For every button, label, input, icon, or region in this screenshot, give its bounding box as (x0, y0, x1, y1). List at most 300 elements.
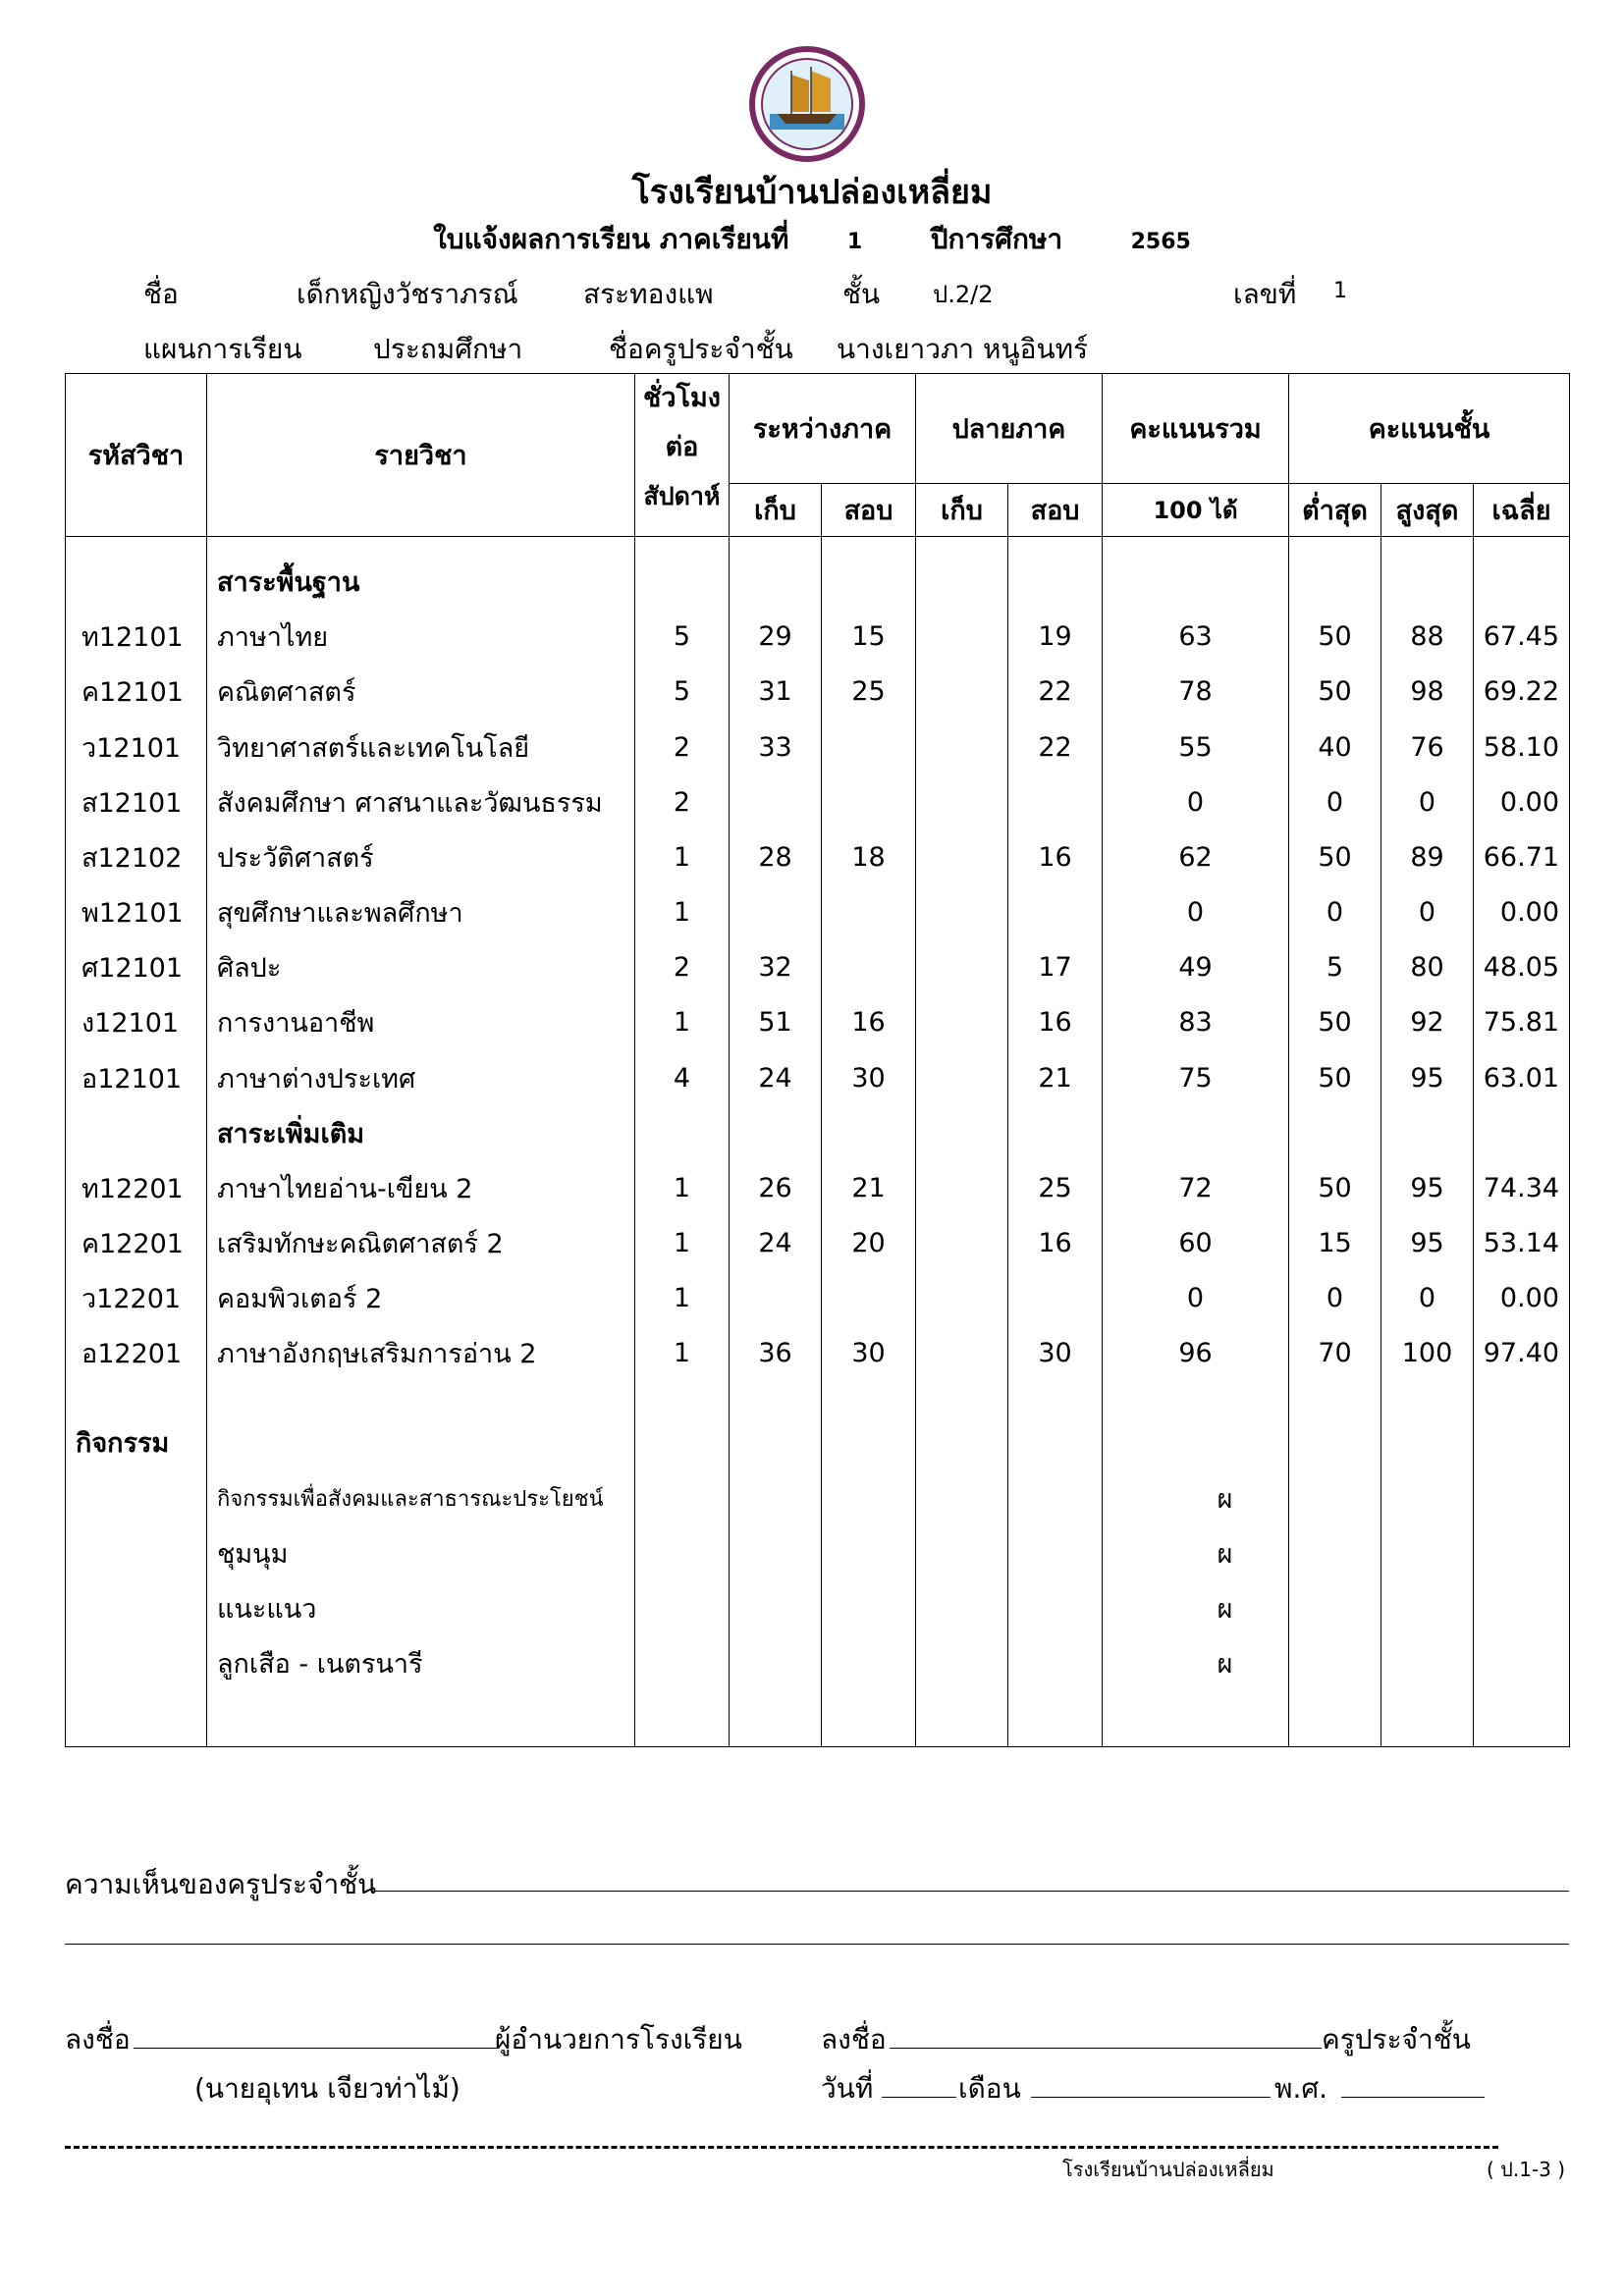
director-sign-label: ลงชื่อ (65, 2023, 131, 2056)
final-exam-score: 25 (1008, 1160, 1103, 1215)
empty-cell (1474, 1691, 1570, 1747)
class-min: 50 (1289, 1160, 1381, 1215)
empty-cell (916, 1580, 1008, 1635)
activity-name: กิจกรรมเพื่อสังคมและสาธารณะประโยชน์ (207, 1470, 635, 1525)
empty-cell (1289, 1636, 1381, 1691)
hours-per-week: 1 (635, 995, 730, 1050)
subject-name: เสริมทักษะคณิตศาสตร์ 2 (207, 1215, 635, 1270)
final-keep-score (916, 885, 1008, 940)
mid-exam-score (822, 774, 916, 829)
hours-per-week: 2 (635, 720, 730, 774)
class-avg: 97.40 (1474, 1326, 1570, 1381)
empty-cell (1289, 1470, 1381, 1525)
class-max: 95 (1381, 1050, 1474, 1105)
empty-cell (1008, 1415, 1103, 1470)
total-score: 0 (1103, 774, 1289, 829)
header-hours-line3: สัปดาห์ (643, 482, 721, 510)
header-mid-keep: เก็บ (730, 484, 822, 537)
subject-code: ส12102 (66, 829, 207, 884)
empty-cell (1008, 1105, 1103, 1160)
subject-code: ว12201 (66, 1271, 207, 1326)
empty-cell (730, 1525, 822, 1580)
total-score: 0 (1103, 885, 1289, 940)
final-keep-score (916, 1271, 1008, 1326)
activity-result: ผ (1103, 1470, 1289, 1525)
mid-keep-score: 31 (730, 665, 822, 720)
group-extra-label: สาระเพิ่มเติม (207, 1105, 635, 1160)
teacher-label: ชื่อครูประจำชั้น (609, 333, 793, 365)
final-exam-score: 16 (1008, 1215, 1103, 1270)
total-score: 63 (1103, 610, 1289, 665)
empty-cell (1289, 1415, 1381, 1470)
subject-code: ค12101 (66, 665, 207, 720)
activity-name: ลูกเสือ - เนตรนารี (207, 1636, 635, 1691)
subject-code: ค12201 (66, 1215, 207, 1270)
empty-cell (207, 537, 635, 555)
class-avg: 75.81 (1474, 995, 1570, 1050)
hours-per-week: 1 (635, 885, 730, 940)
empty-cell (1474, 1415, 1570, 1470)
activity-label: กิจกรรม (66, 1415, 207, 1470)
empty-cell (66, 1105, 207, 1160)
mid-keep-score: 29 (730, 610, 822, 665)
empty-cell (635, 1105, 730, 1160)
number-label: เลขที่ (1233, 278, 1297, 310)
final-exam-score: 30 (1008, 1326, 1103, 1381)
empty-cell (916, 537, 1008, 555)
empty-cell (730, 1470, 822, 1525)
comment-line-2 (65, 1944, 1569, 1945)
header-max: สูงสุด (1381, 484, 1474, 537)
teacher-value: นางเยาวภา หนูอินทร์ (837, 333, 1089, 365)
empty-cell (916, 1415, 1008, 1470)
total-score: 49 (1103, 940, 1289, 995)
header-subject: รายวิชา (207, 374, 635, 537)
empty-cell (1474, 1381, 1570, 1415)
subject-code: พ12101 (66, 885, 207, 940)
empty-cell (66, 1636, 207, 1691)
empty-cell (1103, 555, 1289, 610)
class-max: 100 (1381, 1326, 1474, 1381)
year-value: 2565 (1130, 230, 1191, 254)
empty-cell (916, 1691, 1008, 1747)
mid-exam-score: 25 (822, 665, 916, 720)
class-avg: 58.10 (1474, 720, 1570, 774)
final-keep-score (916, 1160, 1008, 1215)
empty-cell (66, 1525, 207, 1580)
comment-line-1 (373, 1891, 1569, 1892)
empty-cell (1381, 1470, 1474, 1525)
mid-exam-score: 21 (822, 1160, 916, 1215)
empty-cell (635, 1636, 730, 1691)
class-max: 89 (1381, 829, 1474, 884)
footer-school-name: โรงเรียนบ้านปล่องเหลี่ยม (1062, 2158, 1274, 2181)
class-max: 88 (1381, 610, 1474, 665)
mid-exam-score: 16 (822, 995, 916, 1050)
table-row (66, 1160, 1570, 1215)
subject-code: ว12101 (66, 720, 207, 774)
empty-cell (66, 1691, 207, 1747)
mid-keep-score: 26 (730, 1160, 822, 1215)
empty-cell (1381, 1525, 1474, 1580)
report-title-line (0, 218, 1624, 261)
empty-cell (916, 1470, 1008, 1525)
empty-cell (1474, 537, 1570, 555)
subject-name: สุขศึกษาและพลศึกษา (207, 885, 635, 940)
activity-result: ผ (1103, 1636, 1289, 1691)
mid-keep-score: 33 (730, 720, 822, 774)
subject-code: ท12201 (66, 1160, 207, 1215)
subject-name: ภาษาไทย (207, 610, 635, 665)
subject-code: ง12101 (66, 995, 207, 1050)
empty-cell (66, 555, 207, 610)
final-exam-score: 16 (1008, 829, 1103, 884)
student-first-name: เด็กหญิงวัชราภรณ์ (297, 278, 518, 310)
subject-code: ศ12101 (66, 940, 207, 995)
final-exam-score: 22 (1008, 665, 1103, 720)
empty-cell (66, 1580, 207, 1635)
activity-row (66, 1525, 1570, 1580)
final-keep-score (916, 774, 1008, 829)
empty-cell (635, 1580, 730, 1635)
mid-exam-score: 18 (822, 829, 916, 884)
school-name: โรงเรียนบ้านปล่องเหลี่ยม (631, 173, 993, 212)
empty-cell (635, 1415, 730, 1470)
empty-cell (822, 1691, 916, 1747)
empty-cell (1008, 537, 1103, 555)
teacher-sign-label: ลงชื่อ (821, 2023, 887, 2056)
hours-per-week: 1 (635, 1160, 730, 1215)
final-exam-score (1008, 1271, 1103, 1326)
table-row (66, 720, 1570, 774)
report-title: ใบแจ้งผลการเรียน ภาคเรียนที่ (433, 223, 789, 255)
empty-cell (730, 1636, 822, 1691)
empty-cell (1381, 1415, 1474, 1470)
activity-row (66, 1470, 1570, 1525)
final-exam-score (1008, 885, 1103, 940)
class-max: 0 (1381, 885, 1474, 940)
class-avg: 74.34 (1474, 1160, 1570, 1215)
total-score: 0 (1103, 1271, 1289, 1326)
class-max: 76 (1381, 720, 1474, 774)
subject-code: อ12201 (66, 1326, 207, 1381)
plan-label: แผนการเรียน (143, 333, 302, 365)
mid-keep-score: 24 (730, 1050, 822, 1105)
empty-cell (1289, 1580, 1381, 1635)
activity-name: ชุมนุม (207, 1525, 635, 1580)
class-min: 5 (1289, 940, 1381, 995)
class-min: 40 (1289, 720, 1381, 774)
empty-cell (207, 1381, 635, 1415)
empty-cell (66, 537, 207, 555)
table-row (66, 1271, 1570, 1326)
mid-keep-score: 36 (730, 1326, 822, 1381)
mid-keep-score: 28 (730, 829, 822, 884)
empty-cell (1381, 1105, 1474, 1160)
mid-keep-score: 51 (730, 995, 822, 1050)
final-keep-score (916, 1050, 1008, 1105)
header-code: รหัสวิชา (66, 374, 207, 537)
empty-cell (1008, 1525, 1103, 1580)
table-row (66, 1215, 1570, 1270)
comment-label: ความเห็นของครูประจำชั้น (65, 1868, 377, 1900)
date-day-line (882, 2097, 956, 2098)
hours-per-week: 2 (635, 774, 730, 829)
empty-cell (730, 1105, 822, 1160)
mid-keep-score (730, 774, 822, 829)
empty-cell (1103, 1105, 1289, 1160)
activity-header-row (66, 1415, 1570, 1470)
empty-cell (207, 1691, 635, 1747)
final-keep-score (916, 665, 1008, 720)
mid-keep-score: 24 (730, 1215, 822, 1270)
class-value: ป.2/2 (933, 281, 994, 308)
class-min: 0 (1289, 885, 1381, 940)
table-row (66, 610, 1570, 665)
date-month-label: เดือน (958, 2072, 1021, 2105)
cut-line (65, 2146, 1498, 2149)
mid-keep-score: 32 (730, 940, 822, 995)
table-row (66, 829, 1570, 884)
date-year-label: พ.ศ. (1274, 2072, 1328, 2105)
activity-name: แนะแนว (207, 1580, 635, 1635)
final-exam-score (1008, 774, 1103, 829)
total-score: 75 (1103, 1050, 1289, 1105)
class-min: 50 (1289, 610, 1381, 665)
empty-cell (1103, 1415, 1289, 1470)
empty-cell (1474, 1636, 1570, 1691)
class-label: ชั้น (842, 278, 881, 310)
teacher-sign-line (890, 2048, 1322, 2049)
header-hours (635, 374, 730, 537)
empty-cell (1381, 537, 1474, 555)
mid-keep-score (730, 885, 822, 940)
empty-cell (635, 555, 730, 610)
hours-per-week: 1 (635, 829, 730, 884)
empty-cell (1381, 1381, 1474, 1415)
mid-exam-score: 30 (822, 1326, 916, 1381)
final-keep-score (916, 940, 1008, 995)
table-row-filler (66, 1691, 1570, 1747)
mid-exam-score (822, 720, 916, 774)
class-avg: 53.14 (1474, 1215, 1570, 1270)
total-score: 55 (1103, 720, 1289, 774)
empty-cell (822, 1525, 916, 1580)
final-keep-score (916, 829, 1008, 884)
subject-name: ภาษาอังกฤษเสริมการอ่าน 2 (207, 1326, 635, 1381)
header-mid-exam: สอบ (822, 484, 916, 537)
table-row (66, 995, 1570, 1050)
empty-cell (1008, 555, 1103, 610)
table-row (66, 1326, 1570, 1381)
class-avg: 63.01 (1474, 1050, 1570, 1105)
final-exam-score: 16 (1008, 995, 1103, 1050)
class-max: 0 (1381, 1271, 1474, 1326)
mid-exam-score (822, 940, 916, 995)
hours-per-week: 5 (635, 610, 730, 665)
hours-per-week: 2 (635, 940, 730, 995)
empty-cell (1474, 1470, 1570, 1525)
empty-cell (635, 1691, 730, 1747)
empty-cell (635, 1470, 730, 1525)
subject-name: ภาษาไทยอ่าน-เขียน 2 (207, 1160, 635, 1215)
subject-code: ส12101 (66, 774, 207, 829)
empty-cell (1289, 555, 1381, 610)
header-fin-keep: เก็บ (916, 484, 1008, 537)
subject-code: อ12101 (66, 1050, 207, 1105)
empty-cell (1008, 1691, 1103, 1747)
header-min: ต่ำสุด (1289, 484, 1381, 537)
class-avg: 67.45 (1474, 610, 1570, 665)
subject-name: ประวัติศาสตร์ (207, 829, 635, 884)
teacher-role: ครูประจำชั้น (1322, 2023, 1471, 2056)
table-row (66, 665, 1570, 720)
header-hours-line2: ต่อ (665, 432, 699, 462)
form-code: ( ป.1-3 ) (1487, 2158, 1566, 2181)
empty-cell (1008, 1381, 1103, 1415)
mid-exam-score (822, 1271, 916, 1326)
empty-cell (66, 1381, 207, 1415)
header-final: ปลายภาค (916, 374, 1103, 484)
class-avg: 0.00 (1474, 885, 1570, 940)
table-row (66, 885, 1570, 940)
mid-exam-score: 20 (822, 1215, 916, 1270)
year-label: ปีการศึกษา (930, 223, 1063, 255)
total-score: 78 (1103, 665, 1289, 720)
class-max: 98 (1381, 665, 1474, 720)
empty-cell (1381, 1636, 1474, 1691)
empty-cell (1008, 1580, 1103, 1635)
empty-cell (66, 1470, 207, 1525)
class-min: 50 (1289, 829, 1381, 884)
class-avg: 66.71 (1474, 829, 1570, 884)
class-min: 0 (1289, 774, 1381, 829)
subject-name: คณิตศาสตร์ (207, 665, 635, 720)
empty-cell (635, 537, 730, 555)
empty-cell (822, 1381, 916, 1415)
class-min: 15 (1289, 1215, 1381, 1270)
class-min: 50 (1289, 995, 1381, 1050)
empty-cell (822, 1470, 916, 1525)
class-avg: 48.05 (1474, 940, 1570, 995)
empty-cell (916, 1105, 1008, 1160)
semester-value: 1 (846, 230, 863, 254)
table-row (66, 940, 1570, 995)
total-score: 72 (1103, 1160, 1289, 1215)
empty-cell (822, 1636, 916, 1691)
grades-body (66, 537, 1570, 1747)
header-hours-line1: ชั่วโมง (643, 383, 721, 413)
date-year-line (1341, 2097, 1485, 2098)
director-role: ผู้อำนวยการโรงเรียน (495, 2023, 742, 2056)
empty-cell (1103, 1381, 1289, 1415)
table-row-spacer (66, 537, 1570, 555)
header-class-score: คะแนนชั้น (1289, 374, 1570, 484)
total-score: 60 (1103, 1215, 1289, 1270)
empty-cell (916, 1381, 1008, 1415)
name-label: ชื่อ (143, 278, 179, 310)
class-min: 50 (1289, 665, 1381, 720)
empty-cell (635, 1381, 730, 1415)
date-day-label: วันที่ (821, 2072, 874, 2105)
school-seal-logo (748, 45, 866, 163)
empty-cell (1474, 555, 1570, 610)
subject-name: การงานอาชีพ (207, 995, 635, 1050)
hours-per-week: 4 (635, 1050, 730, 1105)
final-keep-score (916, 1326, 1008, 1381)
empty-cell (1008, 1470, 1103, 1525)
hours-per-week: 1 (635, 1271, 730, 1326)
table-group-row (66, 555, 1570, 610)
header-total: คะแนนรวม (1103, 374, 1289, 484)
final-exam-score: 21 (1008, 1050, 1103, 1105)
empty-cell (1474, 1580, 1570, 1635)
total-score: 83 (1103, 995, 1289, 1050)
final-exam-score: 17 (1008, 940, 1103, 995)
empty-cell (730, 555, 822, 610)
hours-per-week: 5 (635, 665, 730, 720)
header-avg: เฉลี่ย (1474, 484, 1570, 537)
mid-exam-score: 30 (822, 1050, 916, 1105)
empty-cell (1381, 1691, 1474, 1747)
mid-exam-score: 15 (822, 610, 916, 665)
final-keep-score (916, 1215, 1008, 1270)
empty-cell (1289, 1691, 1381, 1747)
number-value: 1 (1333, 279, 1347, 303)
empty-cell (916, 555, 1008, 610)
empty-cell (1103, 1691, 1289, 1747)
empty-cell (1381, 1580, 1474, 1635)
total-score: 62 (1103, 829, 1289, 884)
empty-cell (822, 1580, 916, 1635)
empty-cell (822, 1415, 916, 1470)
empty-cell (1008, 1636, 1103, 1691)
subject-name: ภาษาต่างประเทศ (207, 1050, 635, 1105)
final-keep-score (916, 720, 1008, 774)
header-got100: 100 ได้ (1103, 484, 1289, 537)
hours-per-week: 1 (635, 1215, 730, 1270)
class-min: 70 (1289, 1326, 1381, 1381)
final-exam-score: 19 (1008, 610, 1103, 665)
hours-per-week: 1 (635, 1326, 730, 1381)
empty-cell (1289, 1381, 1381, 1415)
date-month-line (1031, 2097, 1271, 2098)
subject-name: สังคมศึกษา ศาสนาและวัฒนธรรม (207, 774, 635, 829)
mid-exam-score (822, 885, 916, 940)
director-name: (นายอุเทน เจียวท่าไม้) (194, 2072, 460, 2105)
empty-cell (822, 537, 916, 555)
empty-cell (207, 1415, 635, 1470)
class-max: 0 (1381, 774, 1474, 829)
subject-code: ท12101 (66, 610, 207, 665)
grades-table (65, 373, 1570, 1747)
empty-cell (730, 1415, 822, 1470)
empty-cell (916, 1525, 1008, 1580)
class-avg: 69.22 (1474, 665, 1570, 720)
class-max: 95 (1381, 1160, 1474, 1215)
class-max: 80 (1381, 940, 1474, 995)
empty-cell (730, 537, 822, 555)
empty-cell (916, 1636, 1008, 1691)
class-min: 0 (1289, 1271, 1381, 1326)
activity-result: ผ (1103, 1525, 1289, 1580)
empty-cell (730, 1381, 822, 1415)
director-sign-line (134, 2048, 497, 2049)
group-basic-label: สาระพื้นฐาน (207, 555, 635, 610)
student-last-name: สระทองแพ (583, 278, 714, 310)
final-keep-score (916, 995, 1008, 1050)
table-row (66, 1050, 1570, 1105)
